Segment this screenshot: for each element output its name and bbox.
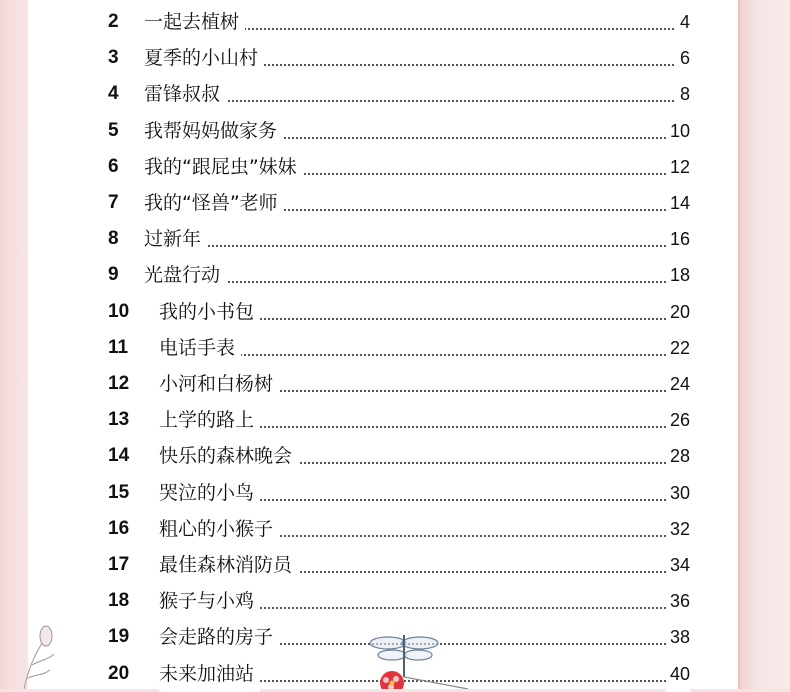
toc-entry-page: 24 [666, 366, 690, 402]
toc-entry-number: 6 [108, 155, 119, 177]
toc-entry-number: 19 [108, 626, 130, 648]
toc-entry[interactable] [28, 547, 738, 583]
toc-entry-number: 9 [108, 264, 119, 286]
toc-entry-title: 光盘行动 [144, 257, 226, 293]
toc-entry-number: 8 [108, 228, 119, 250]
toc-entry[interactable] [28, 583, 738, 619]
toc-entry-page: 12 [666, 149, 690, 185]
toc-entry-title: 会走路的房子 [159, 619, 279, 655]
toc-entry-number: 11 [108, 336, 129, 358]
toc-entry-number: 20 [108, 662, 130, 684]
toc-entry-title: 一起去植树 [144, 4, 245, 40]
toc-entry[interactable] [28, 402, 738, 438]
toc-entry-page: 30 [666, 475, 690, 511]
toc-entry-page: 10 [666, 113, 690, 149]
toc-entry-page: 26 [666, 402, 690, 438]
toc-entry[interactable] [28, 366, 738, 402]
toc-entry-page: 20 [666, 294, 690, 330]
toc-entry-title: 最佳森林消防员 [159, 547, 298, 583]
toc-entry-title: 过新年 [144, 221, 207, 257]
toc-entry[interactable] [28, 475, 738, 511]
dot-leader [148, 100, 682, 102]
page-frame-left [0, 0, 28, 689]
toc-entry-title: 哭泣的小鸟 [159, 475, 260, 511]
toc-entry-page: 36 [666, 583, 690, 619]
toc-entry-number: 18 [108, 590, 130, 612]
toc-entry-title: 我帮妈妈做家务 [144, 113, 283, 149]
dragonfly-flower-icon [358, 625, 498, 689]
toc-entry[interactable] [28, 185, 738, 221]
toc-entry-title: 猴子与小鸡 [159, 583, 260, 619]
toc-entry[interactable] [28, 330, 738, 366]
toc-entry-page: 16 [666, 221, 690, 257]
toc-entry-number: 3 [108, 47, 119, 69]
toc-entry[interactable] [28, 149, 738, 185]
toc-entry[interactable] [28, 257, 738, 293]
toc-entry-title: 电话手表 [159, 330, 241, 366]
toc-entry[interactable] [28, 511, 738, 547]
page-frame-right [738, 0, 790, 689]
toc-entry-title: 快乐的森林晚会 [159, 438, 298, 474]
toc-entry-number: 4 [108, 83, 119, 105]
toc-entry[interactable] [28, 40, 738, 76]
toc-entry[interactable] [28, 113, 738, 149]
toc-entry-page: 18 [666, 257, 690, 293]
toc-entry-number: 5 [108, 119, 119, 141]
toc-entry-number: 14 [108, 445, 130, 467]
toc-entry-number: 10 [108, 300, 130, 322]
toc-entry-title: 我的“跟屁虫”妹妹 [144, 149, 303, 185]
toc-entry-title: 粗心的小猴子 [159, 511, 279, 547]
toc-entry-title: 未来加油站 [159, 656, 260, 692]
toc-entry-page: 34 [666, 547, 690, 583]
branch-sketch-icon [14, 610, 64, 689]
toc-entry-page: 8 [676, 76, 690, 112]
toc-entry[interactable] [28, 4, 738, 40]
toc-entry[interactable] [28, 438, 738, 474]
toc-entry-title: 雷锋叔叔 [144, 76, 226, 112]
toc-entry[interactable] [28, 294, 738, 330]
toc-entry-number: 12 [108, 373, 130, 394]
toc-entry-number: 16 [108, 517, 130, 539]
toc-page [28, 0, 738, 689]
toc-entry-title: 夏季的小山村 [144, 40, 264, 76]
toc-entry-page: 4 [676, 4, 690, 40]
toc-entry-page: 28 [666, 438, 690, 474]
toc-entry-page: 22 [666, 330, 690, 366]
toc-entry-page: 6 [676, 40, 690, 76]
toc-entry-number: 13 [108, 409, 130, 431]
toc-entry-title: 上学的路上 [159, 402, 260, 438]
dot-leader [148, 245, 682, 247]
toc-entry-number: 2 [108, 11, 119, 32]
toc-entry-page: 38 [666, 619, 690, 655]
toc-entry-title: 小河和白杨树 [159, 366, 279, 402]
toc-entry[interactable] [28, 76, 738, 112]
toc-entry-page: 40 [666, 656, 690, 692]
toc-entry[interactable] [28, 221, 738, 257]
toc-entry-number: 17 [108, 554, 130, 575]
toc-entry-page: 32 [666, 511, 690, 547]
toc-entry-number: 15 [108, 481, 130, 503]
toc-entry-title: 我的“怪兽”老师 [144, 185, 284, 221]
toc-entry-title: 我的小书包 [159, 294, 260, 330]
toc-entry-number: 7 [108, 192, 119, 213]
toc-entry-page: 14 [666, 185, 690, 221]
dot-leader [148, 281, 682, 283]
